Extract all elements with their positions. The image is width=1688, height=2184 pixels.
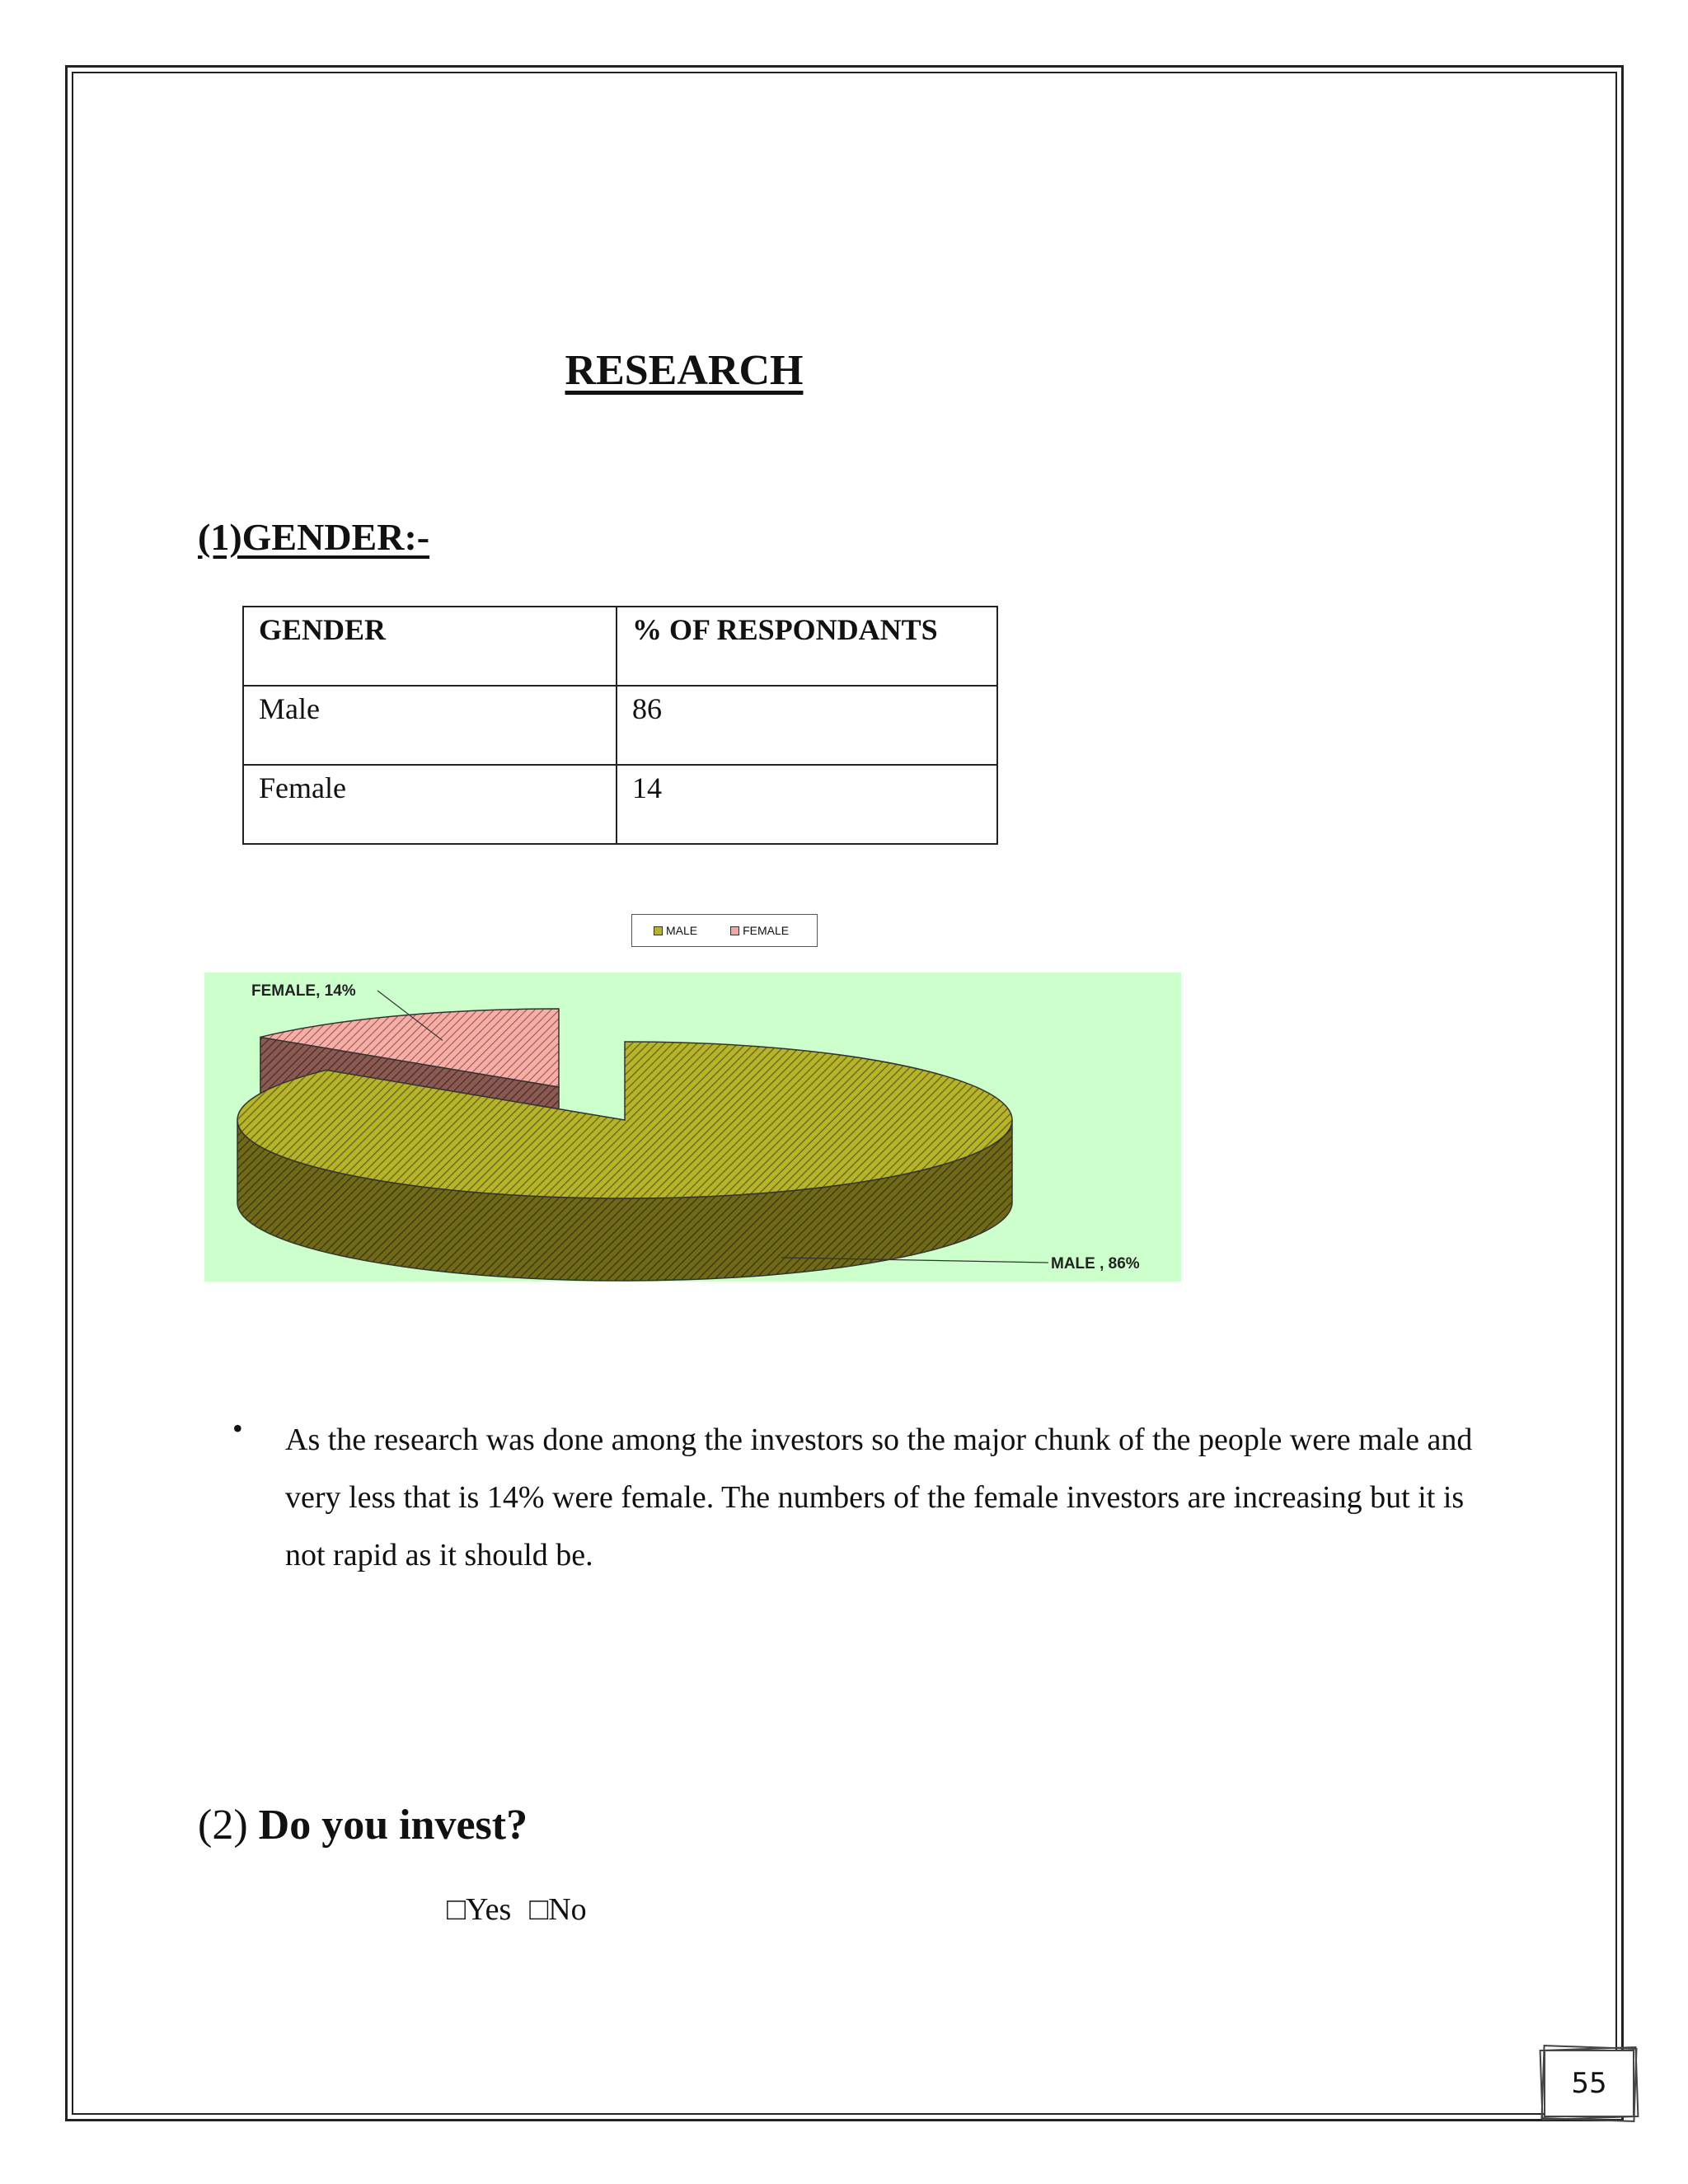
page-number: 55	[1571, 2067, 1607, 2100]
legend-label-male: MALE	[666, 924, 698, 937]
bullet-marker: •	[232, 1412, 243, 1445]
table-cell: Female	[243, 765, 617, 844]
gender-pie-chart	[204, 972, 1181, 1282]
gender-table	[242, 606, 998, 845]
data-label-male: MALE , 86%	[1051, 1255, 1140, 1272]
table-row	[243, 765, 997, 844]
legend-item-male	[654, 924, 697, 937]
chart-legend	[631, 914, 818, 947]
table-row	[243, 686, 997, 765]
table-cell: 86	[617, 686, 997, 765]
bullet-paragraph: As the research was done among the investors so the major chunk of the people were male and very less that is 14% were female. The numbers of the female investors are increasing but it is not rapid as it should be.	[285, 1422, 1473, 1572]
table-header-cell: GENDER	[243, 607, 617, 686]
page-title: RESEARCH	[565, 347, 804, 394]
option-no[interactable]: □No	[529, 1892, 587, 1927]
data-label-female: FEMALE, 14%	[251, 982, 356, 1000]
answer-options	[447, 1891, 587, 1928]
question-2	[198, 1801, 528, 1849]
option-yes[interactable]: □Yes	[447, 1892, 512, 1927]
table-cell: 14	[617, 765, 997, 844]
table-cell: Male	[243, 686, 617, 765]
legend-item-female	[730, 924, 789, 937]
legend-swatch-male	[654, 926, 663, 935]
table-header-cell: % OF RESPONDANTS	[617, 607, 997, 686]
legend-swatch-female	[730, 926, 739, 935]
legend-label-female: FEMALE	[743, 924, 790, 937]
table-header-row	[243, 607, 997, 686]
section-heading-gender: (1)GENDER:-	[198, 516, 430, 558]
question-number: (2)	[198, 1802, 248, 1849]
question-text: Do you invest?	[247, 1802, 528, 1849]
